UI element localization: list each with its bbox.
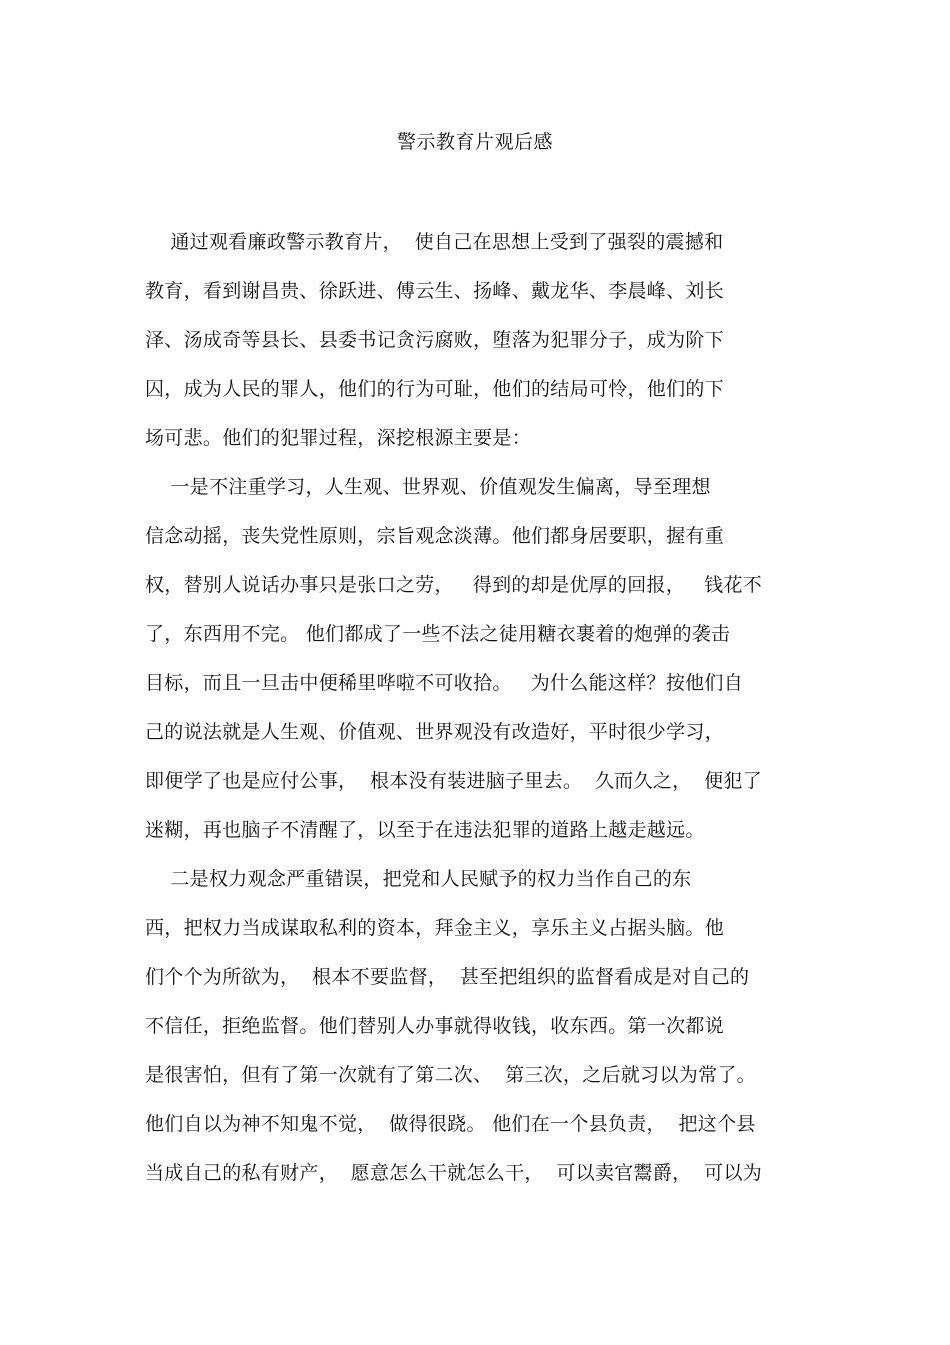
document-body [145, 224, 805, 1204]
text-line: 囚，成为人民的罪人，他们的行为可耻，他们的结局可怜，他们的下 [145, 378, 725, 400]
text-line: 即便学了也是应付公事， 根本没有装进脑子里去。 久而久之， 便犯了 [145, 770, 763, 792]
text-line: 一是不注重学习，人生观、世界观、价值观发生偏离，导至理想 [145, 476, 711, 498]
text-line: 当成自己的私有财产， 愿意怎么干就怎么干， 可以卖官鬻爵， 可以为 [145, 1162, 763, 1184]
text-line: 权，替别人说话办事只是张口之劳， 得到的却是优厚的回报， 钱花不 [145, 574, 763, 596]
text-line: 泽、汤成奇等县长、县委书记贪污腐败，堕落为犯罪分子，成为阶下 [145, 329, 725, 351]
text-line: 二是权力观念严重错误，把党和人民赋予的权力当作自己的东 [145, 868, 692, 890]
text-line: 了，东西用不完。 他们都成了一些不法之徒用糖衣裹着的炮弹的袭击 [145, 623, 731, 645]
document-title: 警示教育片观后感 [396, 131, 553, 153]
text-line: 他们自以为神不知鬼不觉， 做得很跷。 他们在一个县负责， 把这个县 [145, 1113, 756, 1135]
text-line: 目标，而且一旦击中便稀里哗啦不可收拾。 为什么能这样？按他们自 [145, 672, 744, 694]
text-line: 西，把权力当成谋取私利的资本，拜金主义，享乐主义占据头脑。他 [145, 917, 725, 939]
text-line: 信念动摇，丧失党性原则，宗旨观念淡薄。他们都身居要职，握有重 [145, 525, 725, 547]
text-line: 不信任，拒绝监督。他们替别人办事就得收钱，收东西。第一次都说 [145, 1015, 725, 1037]
text-line: 通过观看廉政警示教育片， 使自己在思想上受到了强裂的震撼和 [145, 231, 724, 253]
text-line: 是很害怕，但有了第一次就有了第二次、 第三次，之后就习以为常了。 [145, 1064, 756, 1086]
text-line: 们个个为所欲为， 根本不要监督， 甚至把组织的监督看成是对自己的 [145, 966, 750, 988]
text-line: 迷糊，再也脑子不清醒了，以至于在违法犯罪的道路上越走越远。 [145, 819, 705, 841]
text-line: 教育，看到谢昌贵、徐跃进、傅云生、扬峰、戴龙华、李晨峰、刘长 [145, 280, 725, 302]
text-line: 场可悲。他们的犯罪过程，深挖根源主要是： [145, 427, 532, 449]
text-line: 己的说法就是人生观、价值观、世界观没有改造好，平时很少学习， [145, 721, 725, 743]
